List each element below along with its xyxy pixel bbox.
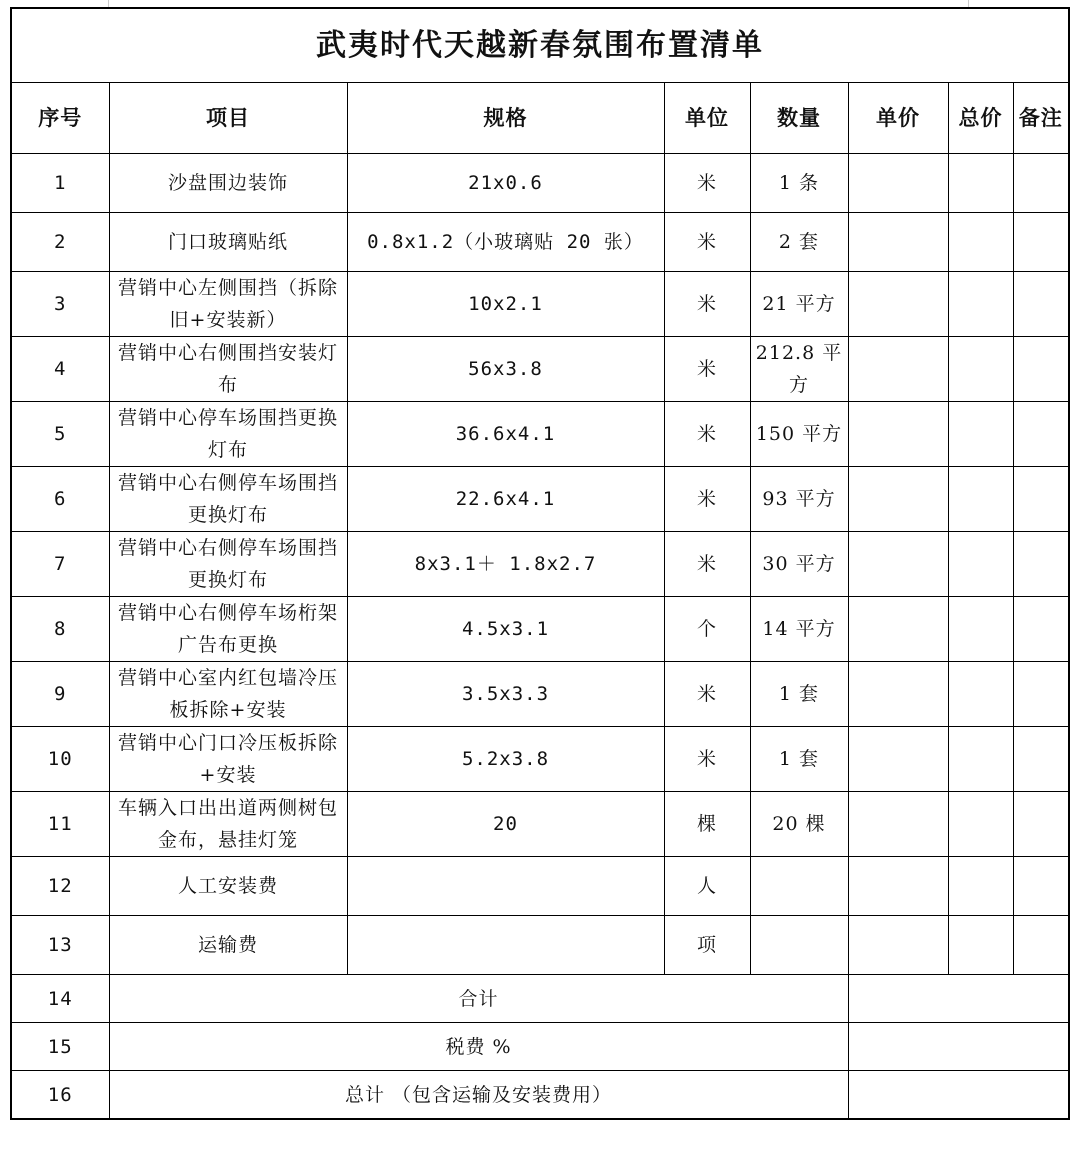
row-unit: 米 bbox=[664, 532, 750, 597]
header-qty: 数量 bbox=[750, 83, 848, 154]
row-seq: 1 bbox=[11, 154, 109, 213]
row-unit-price bbox=[848, 727, 948, 792]
row-qty bbox=[750, 857, 848, 916]
row-unit: 个 bbox=[664, 597, 750, 662]
row-unit: 米 bbox=[664, 402, 750, 467]
row-unit-price bbox=[848, 154, 948, 213]
row-remark bbox=[1013, 727, 1069, 792]
row-unit-price bbox=[848, 213, 948, 272]
row-unit-price bbox=[848, 337, 948, 402]
row-remark bbox=[1013, 213, 1069, 272]
row-total-price bbox=[948, 597, 1013, 662]
summary-label: 总计 （包含运输及安装费用） bbox=[109, 1071, 848, 1120]
row-qty: 21 平方 bbox=[750, 272, 848, 337]
row-spec bbox=[347, 916, 664, 975]
row-spec: 5.2x3.8 bbox=[347, 727, 664, 792]
row-seq: 13 bbox=[11, 916, 109, 975]
row-total-price bbox=[948, 727, 1013, 792]
row-spec: 20 bbox=[347, 792, 664, 857]
row-qty: 93 平方 bbox=[750, 467, 848, 532]
header-unit: 单位 bbox=[664, 83, 750, 154]
table-row bbox=[11, 272, 1069, 337]
table-row bbox=[11, 727, 1069, 792]
row-unit: 项 bbox=[664, 916, 750, 975]
header-spec: 规格 bbox=[347, 83, 664, 154]
row-spec: 3.5x3.3 bbox=[347, 662, 664, 727]
row-qty bbox=[750, 916, 848, 975]
row-seq: 9 bbox=[11, 662, 109, 727]
row-unit-price bbox=[848, 467, 948, 532]
row-seq: 2 bbox=[11, 213, 109, 272]
row-item: 营销中心右侧围挡安装灯布 bbox=[109, 337, 347, 402]
row-spec: 0.8x1.2（小玻璃贴 20 张） bbox=[347, 213, 664, 272]
row-remark bbox=[1013, 337, 1069, 402]
row-unit-price bbox=[848, 662, 948, 727]
row-remark bbox=[1013, 916, 1069, 975]
row-unit-price bbox=[848, 272, 948, 337]
row-total-price bbox=[948, 337, 1013, 402]
row-spec bbox=[347, 857, 664, 916]
row-seq: 6 bbox=[11, 467, 109, 532]
table-row bbox=[11, 337, 1069, 402]
table-row bbox=[11, 857, 1069, 916]
row-item: 营销中心门口冷压板拆除+安装 bbox=[109, 727, 347, 792]
row-qty: 1 套 bbox=[750, 662, 848, 727]
row-item: 营销中心左侧围挡（拆除旧+安装新） bbox=[109, 272, 347, 337]
table-row bbox=[11, 662, 1069, 727]
row-remark bbox=[1013, 154, 1069, 213]
row-total-price bbox=[948, 272, 1013, 337]
row-remark bbox=[1013, 857, 1069, 916]
row-item: 门口玻璃贴纸 bbox=[109, 213, 347, 272]
row-spec: 21x0.6 bbox=[347, 154, 664, 213]
summary-label: 合计 bbox=[109, 975, 848, 1023]
row-unit-price bbox=[848, 857, 948, 916]
row-spec: 36.6x4.1 bbox=[347, 402, 664, 467]
row-unit: 米 bbox=[664, 272, 750, 337]
table-row bbox=[11, 597, 1069, 662]
row-unit: 米 bbox=[664, 154, 750, 213]
row-item: 营销中心右侧停车场桁架广告布更换 bbox=[109, 597, 347, 662]
header-item: 项目 bbox=[109, 83, 347, 154]
table-row bbox=[11, 154, 1069, 213]
summary-label: 税费 % bbox=[109, 1023, 848, 1071]
row-total-price bbox=[948, 916, 1013, 975]
row-item: 营销中心右侧停车场围挡更换灯布 bbox=[109, 532, 347, 597]
row-unit: 米 bbox=[664, 467, 750, 532]
row-item: 营销中心右侧停车场围挡更换灯布 bbox=[109, 467, 347, 532]
table-row bbox=[11, 532, 1069, 597]
summary-row bbox=[11, 975, 1069, 1023]
row-item: 沙盘围边装饰 bbox=[109, 154, 347, 213]
row-seq: 3 bbox=[11, 272, 109, 337]
header-remark: 备注 bbox=[1013, 83, 1069, 154]
row-total-price bbox=[948, 154, 1013, 213]
summary-amount bbox=[848, 975, 1069, 1023]
row-unit: 米 bbox=[664, 213, 750, 272]
row-unit: 棵 bbox=[664, 792, 750, 857]
summary-seq: 15 bbox=[11, 1023, 109, 1071]
table-row bbox=[11, 467, 1069, 532]
header-seq: 序号 bbox=[11, 83, 109, 154]
row-remark bbox=[1013, 792, 1069, 857]
row-total-price bbox=[948, 857, 1013, 916]
row-qty: 30 平方 bbox=[750, 532, 848, 597]
row-spec: 22.6x4.1 bbox=[347, 467, 664, 532]
row-total-price bbox=[948, 792, 1013, 857]
summary-row bbox=[11, 1071, 1069, 1120]
row-remark bbox=[1013, 272, 1069, 337]
row-remark bbox=[1013, 662, 1069, 727]
row-unit-price bbox=[848, 597, 948, 662]
row-remark bbox=[1013, 402, 1069, 467]
row-item: 营销中心停车场围挡更换灯布 bbox=[109, 402, 347, 467]
table-row bbox=[11, 402, 1069, 467]
row-unit: 米 bbox=[664, 337, 750, 402]
row-item: 车辆入口出出道两侧树包金布，悬挂灯笼 bbox=[109, 792, 347, 857]
row-unit-price bbox=[848, 532, 948, 597]
row-total-price bbox=[948, 467, 1013, 532]
row-seq: 4 bbox=[11, 337, 109, 402]
row-unit-price bbox=[848, 792, 948, 857]
row-qty: 2 套 bbox=[750, 213, 848, 272]
row-remark bbox=[1013, 532, 1069, 597]
row-unit: 米 bbox=[664, 727, 750, 792]
row-qty: 1 套 bbox=[750, 727, 848, 792]
row-unit: 米 bbox=[664, 662, 750, 727]
row-remark bbox=[1013, 597, 1069, 662]
summary-seq: 16 bbox=[11, 1071, 109, 1120]
summary-seq: 14 bbox=[11, 975, 109, 1023]
row-total-price bbox=[948, 532, 1013, 597]
summary-amount bbox=[848, 1023, 1069, 1071]
table-row bbox=[11, 916, 1069, 975]
row-unit-price bbox=[848, 916, 948, 975]
row-spec: 10x2.1 bbox=[347, 272, 664, 337]
decoration-list-table bbox=[10, 7, 1070, 1120]
row-seq: 5 bbox=[11, 402, 109, 467]
summary-amount bbox=[848, 1071, 1069, 1120]
row-seq: 7 bbox=[11, 532, 109, 597]
row-total-price bbox=[948, 213, 1013, 272]
table-row bbox=[11, 792, 1069, 857]
row-unit: 人 bbox=[664, 857, 750, 916]
row-unit-price bbox=[848, 402, 948, 467]
row-total-price bbox=[948, 662, 1013, 727]
row-spec: 8x3.1＋ 1.8x2.7 bbox=[347, 532, 664, 597]
row-qty: 1 条 bbox=[750, 154, 848, 213]
row-seq: 12 bbox=[11, 857, 109, 916]
row-qty: 212.8 平方 bbox=[750, 337, 848, 402]
table-title: 武夷时代天越新春氛围布置清单 bbox=[11, 8, 1069, 83]
header-total-price: 总价 bbox=[948, 83, 1013, 154]
row-qty: 14 平方 bbox=[750, 597, 848, 662]
row-item: 人工安装费 bbox=[109, 857, 347, 916]
row-qty: 150 平方 bbox=[750, 402, 848, 467]
summary-row bbox=[11, 1023, 1069, 1071]
row-spec: 56x3.8 bbox=[347, 337, 664, 402]
row-qty: 20 棵 bbox=[750, 792, 848, 857]
header-unit-price: 单价 bbox=[848, 83, 948, 154]
row-total-price bbox=[948, 402, 1013, 467]
row-seq: 11 bbox=[11, 792, 109, 857]
table-row bbox=[11, 213, 1069, 272]
row-seq: 8 bbox=[11, 597, 109, 662]
row-item: 营销中心室内红包墙冷压板拆除+安装 bbox=[109, 662, 347, 727]
row-spec: 4.5x3.1 bbox=[347, 597, 664, 662]
row-remark bbox=[1013, 467, 1069, 532]
header-row bbox=[11, 83, 1069, 154]
row-item: 运输费 bbox=[109, 916, 347, 975]
row-seq: 10 bbox=[11, 727, 109, 792]
